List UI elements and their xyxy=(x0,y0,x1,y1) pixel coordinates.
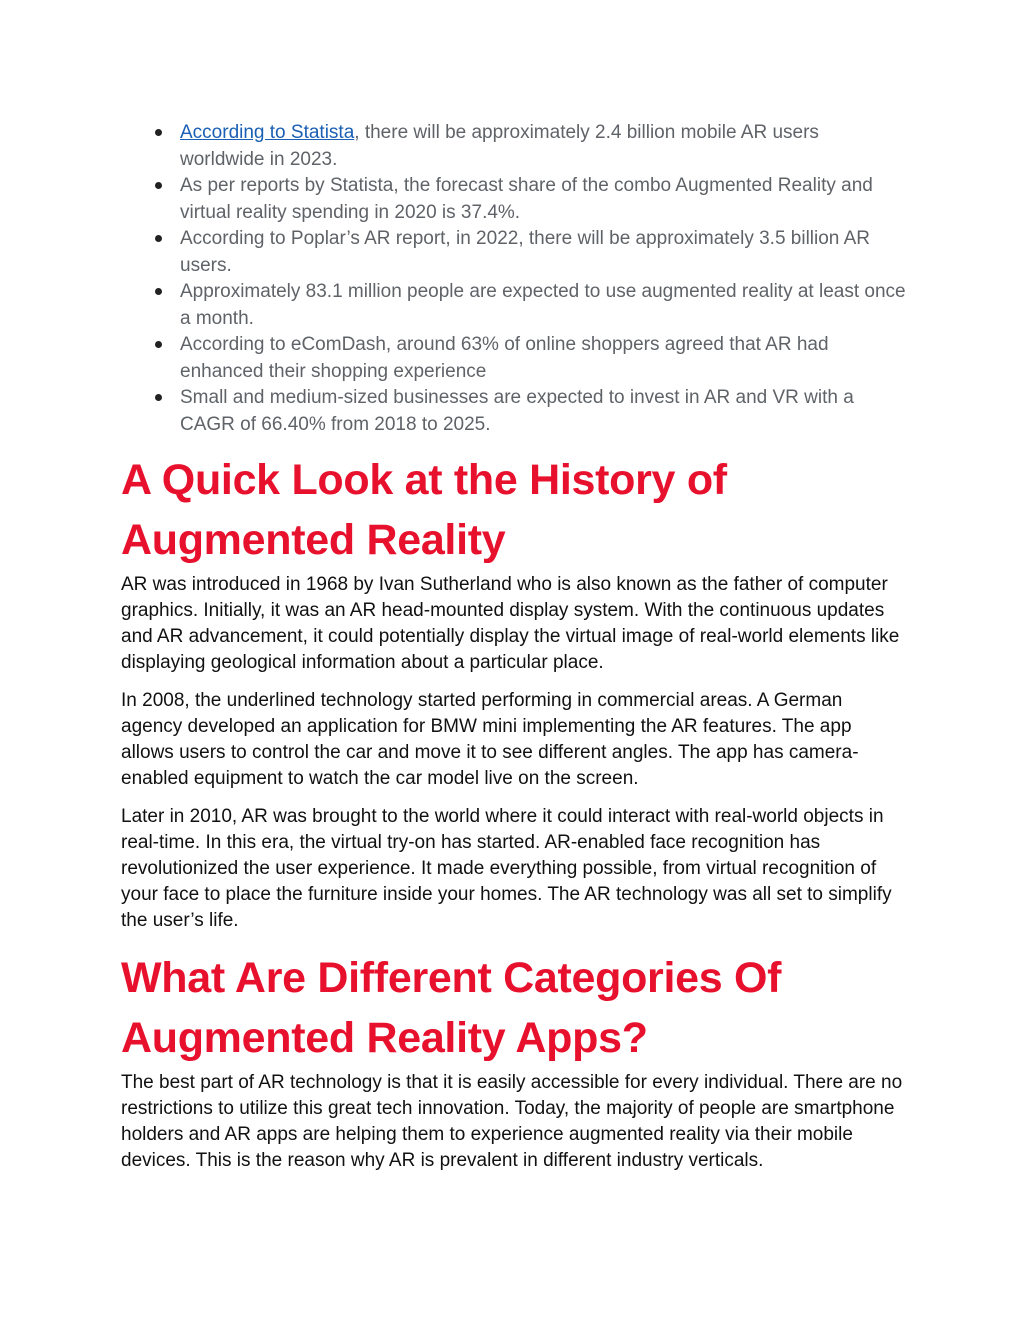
history-paragraph-3: Later in 2010, AR was brought to the world where it could interact with real-world objects in real-time. In this era, the virtual try-on has started. AR-enabled face recognition has revolutionized the user experience. It made everything possible, from virtual recognition of your face to place the furniture inside your homes. The AR technology was all set to simplify the user’s life. xyxy=(121,806,892,931)
list-item xyxy=(121,279,906,332)
bullet-icon xyxy=(155,341,162,348)
categories-heading: What Are Different Categories Of Augmented Reality Apps? xyxy=(121,954,782,1062)
list-item xyxy=(121,332,906,385)
statista-link[interactable]: According to Statista xyxy=(180,122,355,143)
bullet-icon xyxy=(155,288,162,295)
list-item xyxy=(121,226,906,279)
list-item-text: As per reports by Statista, the forecast share of the combo Augmented Reality and virtual reality spending in 2020 is 37.4%. xyxy=(180,175,873,223)
history-heading: A Quick Look at the History of Augmented Reality xyxy=(121,456,727,564)
categories-paragraph-1: The best part of AR technology is that it is easily accessible for every individual. There are no restrictions to utilize this great tech innovation. Today, the majority of people are smartphone holders and AR apps are helping them to experience augmented reality via their mobile devices. This is the reason why AR is prevalent in different industry verticals. xyxy=(121,1072,903,1171)
list-item-text: , there will be approximately 2.4 billion mobile AR users worldwide in 2023. xyxy=(180,122,819,170)
list-item-text: According to eComDash, around 63% of online shoppers agreed that AR had enhanced their shopping experience xyxy=(180,334,829,382)
bullet-icon xyxy=(155,394,162,401)
document-page xyxy=(121,120,906,1174)
bullet-icon xyxy=(155,182,162,189)
list-item xyxy=(121,385,906,438)
bullet-icon xyxy=(155,235,162,242)
list-item xyxy=(121,173,906,226)
history-paragraph-2: In 2008, the underlined technology started performing in commercial areas. A German agency developed an application for BMW mini implementing the AR features. The app allows users to control the car and move it to see different angles. The app has camera-enabled equipment to watch the car model live on the screen. xyxy=(121,690,859,789)
bullet-icon xyxy=(155,129,162,136)
list-item-text: Small and medium-sized businesses are expected to invest in AR and VR with a CAGR of 66.40% from 2018 to 2025. xyxy=(180,387,854,435)
history-paragraph-1: AR was introduced in 1968 by Ivan Sutherland who is also known as the father of computer graphics. Initially, it was an AR head-mounted display system. With the continuous updates and AR advancement, it could potentially display the virtual image of real-world elements like displaying geological information about a particular place. xyxy=(121,574,900,673)
ar-statistics-list xyxy=(121,120,906,438)
list-item-text: Approximately 83.1 million people are expected to use augmented reality at least once a month. xyxy=(180,281,906,329)
list-item xyxy=(121,120,906,173)
list-item-text: According to Poplar’s AR report, in 2022, there will be approximately 3.5 billion AR users. xyxy=(180,228,871,276)
